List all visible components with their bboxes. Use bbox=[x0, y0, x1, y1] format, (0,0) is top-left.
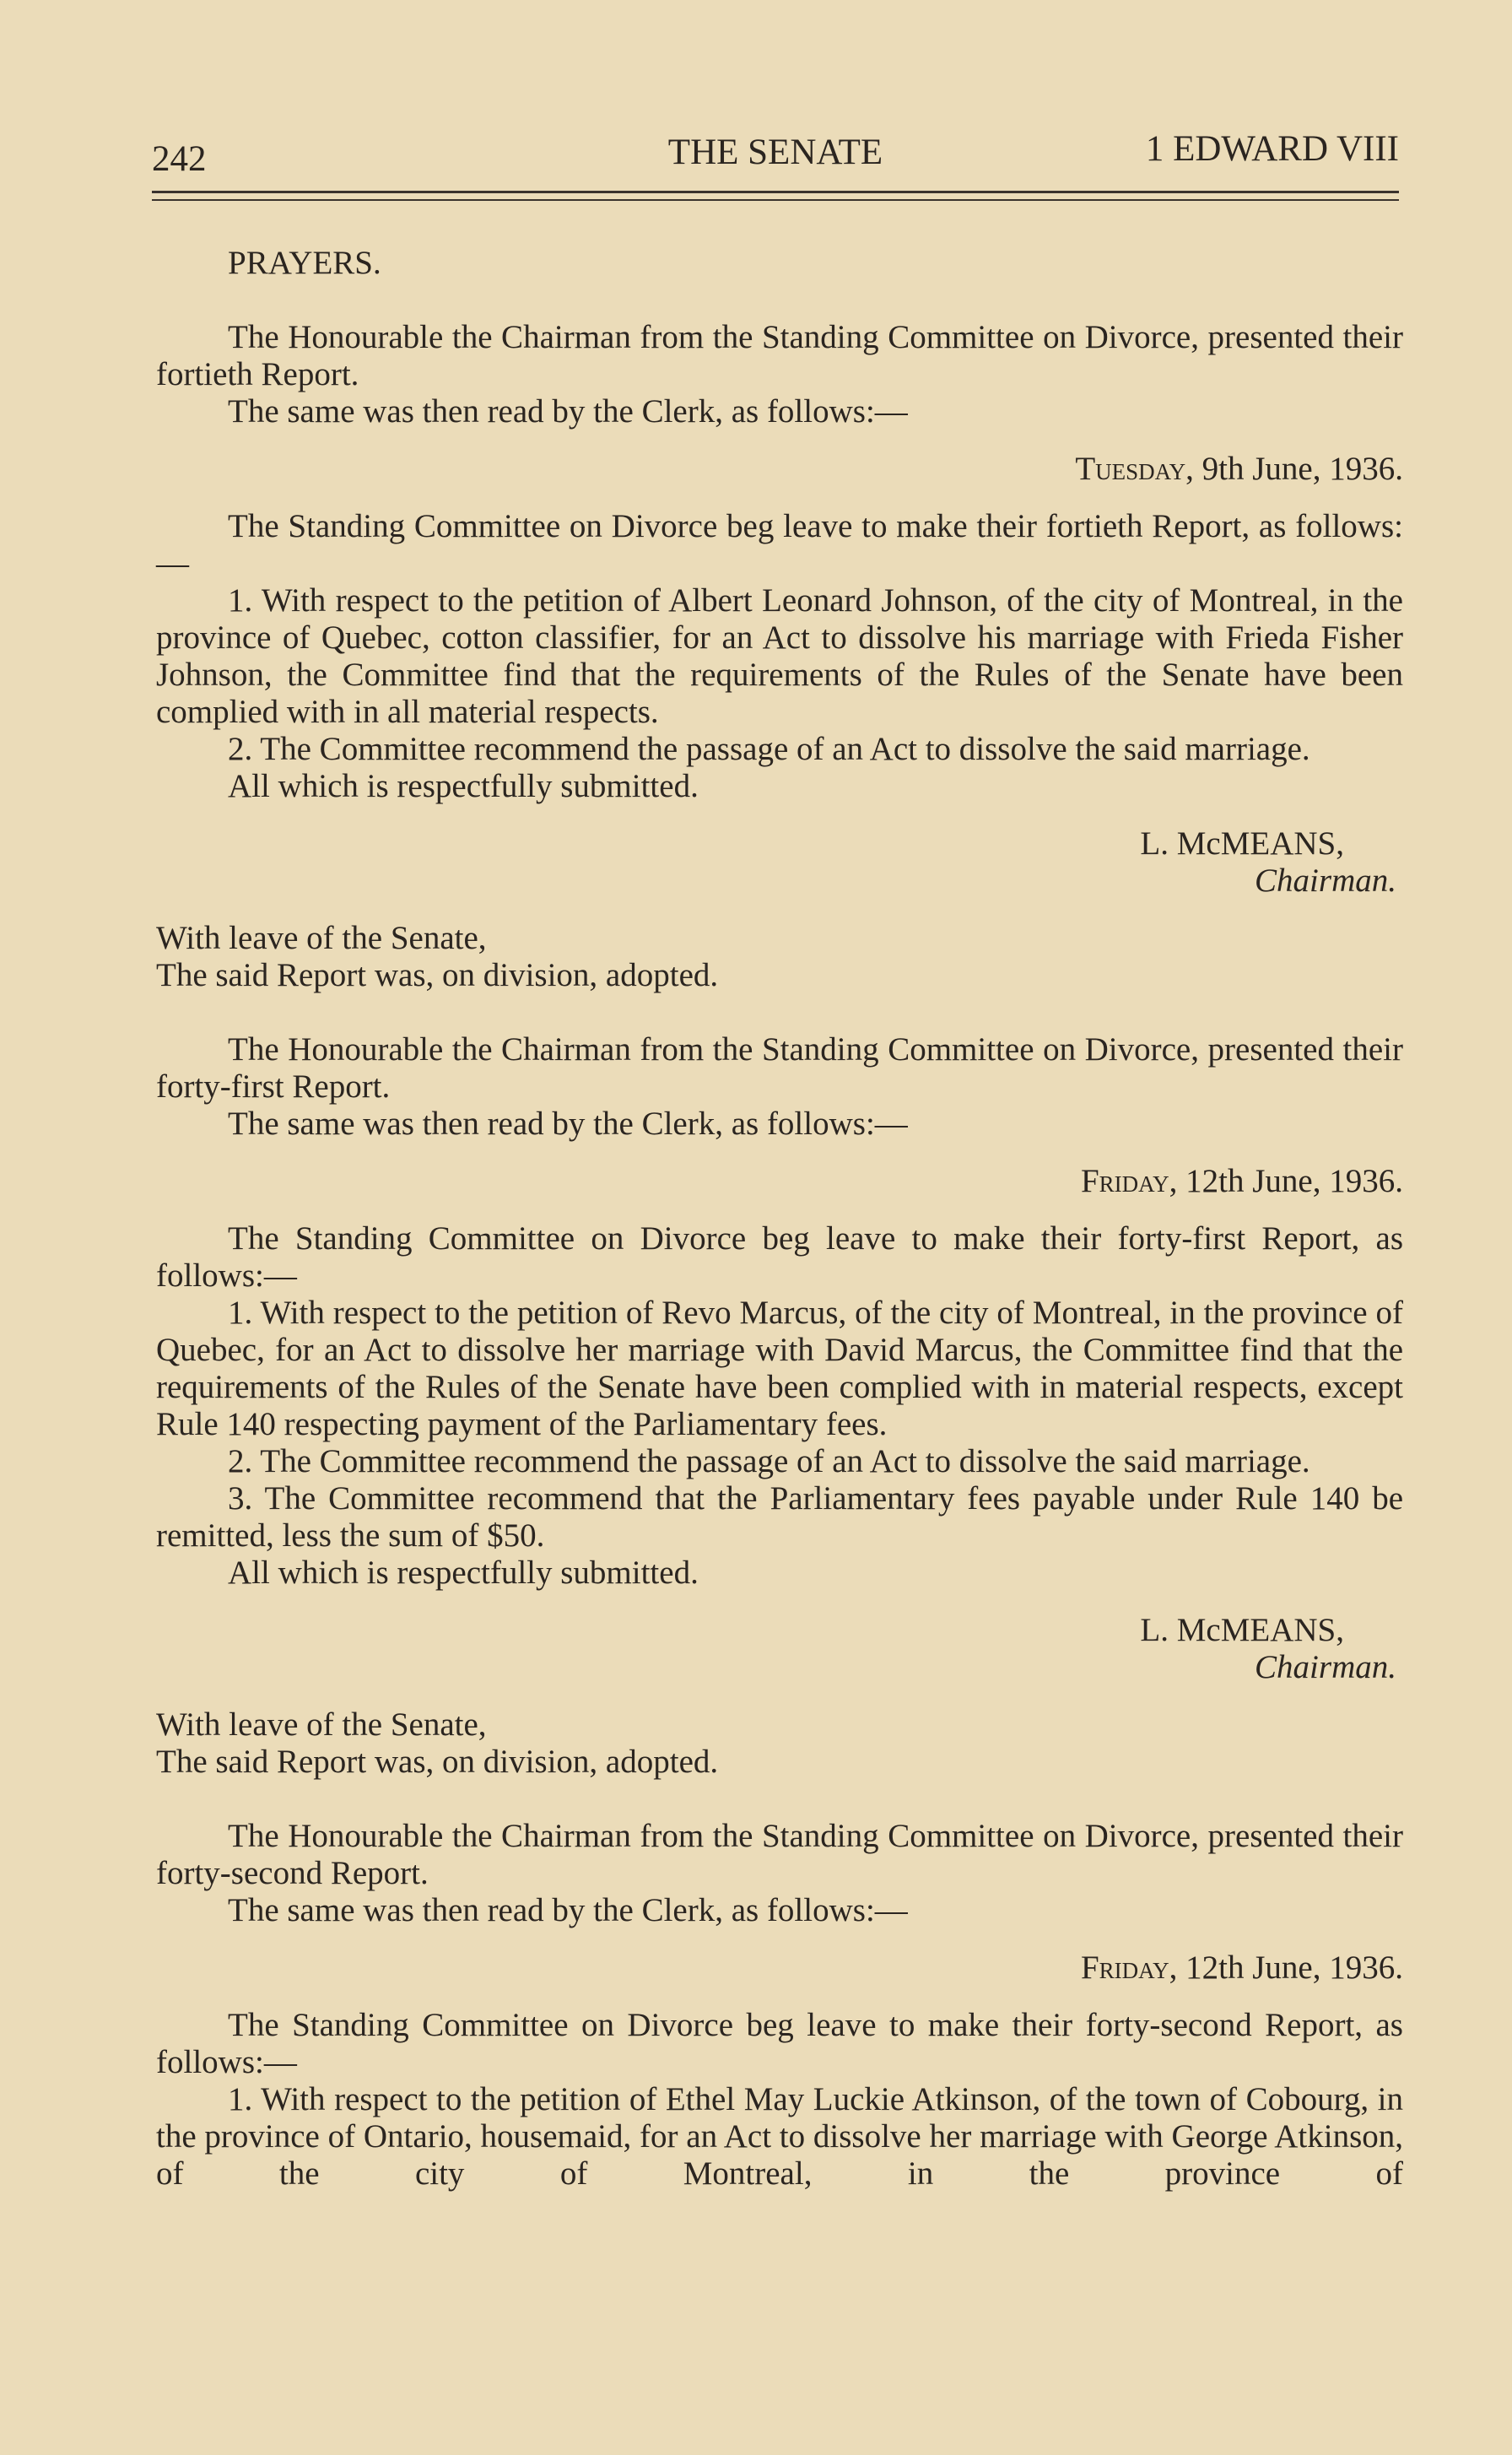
page-header bbox=[152, 127, 1399, 177]
report1-item1: 1. With respect to the petition of Albert Leonard Johnson, of the city of Montreal, in the province of Quebec, cotton classifier, for an Act to dissolve his marriage with Frieda Fisher Johnson, the Committee find that the requirements of the Rules of the Senate have been complied with in all material respects. bbox=[156, 582, 1403, 730]
report2-signature-title: Chairman. bbox=[1255, 1649, 1396, 1685]
report2-item1: 1. With respect to the petition of Revo Marcus, of the city of Montreal, in the province of Quebec, for an Act to dissolve her marriage with David Marcus, the Committee find that the requirements of the Rules of the Senate have been complied with in material respects, except Rule 140 respecting payment of the Parliamentary fees. bbox=[156, 1295, 1403, 1442]
report2-signature-name: L. McMEANS, bbox=[1140, 1612, 1344, 1648]
report2-item2: 2. The Committee recommend the passage of an Act to dissolve the said marriage. bbox=[228, 1443, 1310, 1479]
page-body bbox=[156, 228, 1403, 2193]
report1-leave: With leave of the Senate, bbox=[156, 920, 487, 956]
report1-read: The same was then read by the Clerk, as follows:— bbox=[228, 393, 908, 430]
report2-date bbox=[156, 1163, 1403, 1200]
report1-item2: 2. The Committee recommend the passage of an Act to dissolve the said marriage. bbox=[228, 731, 1310, 767]
report1-submitted: All which is respectfully submitted. bbox=[228, 768, 699, 804]
report3-opening: The Standing Committee on Divorce beg leave to make their forty-second Report, as follows:— bbox=[156, 2007, 1403, 2080]
report1-day: Tuesday bbox=[1075, 451, 1186, 487]
prayers-heading: PRAYERS. bbox=[228, 245, 381, 281]
report1-date-rest: , 9th June, 1936. bbox=[1185, 451, 1403, 487]
report2-read: The same was then read by the Clerk, as follows:— bbox=[228, 1106, 908, 1142]
page-number: 242 bbox=[152, 139, 207, 179]
report1-signature-name: L. McMEANS, bbox=[1140, 825, 1344, 862]
header-rule-thin bbox=[152, 199, 1399, 201]
report3-date bbox=[156, 1949, 1403, 1987]
header-rule-thick bbox=[152, 191, 1399, 193]
report2-leave: With leave of the Senate, bbox=[156, 1706, 487, 1743]
report2-adopted: The said Report was, on division, adopted. bbox=[156, 1744, 719, 1780]
report3-day: Friday bbox=[1080, 1949, 1169, 1986]
report2-day: Friday bbox=[1080, 1163, 1169, 1199]
report2-date-rest: , 12th June, 1936. bbox=[1169, 1163, 1403, 1199]
report2-item3: 3. The Committee recommend that the Parliamentary fees payable under Rule 140 be remitted, less the sum of $50. bbox=[156, 1480, 1403, 1554]
report2-intro: The Honourable the Chairman from the Standing Committee on Divorce, presented their forty-first Report. bbox=[156, 1031, 1403, 1105]
report1-signature-title: Chairman. bbox=[1255, 862, 1396, 899]
report2-opening: The Standing Committee on Divorce beg leave to make their forty-first Report, as follows:— bbox=[156, 1220, 1403, 1294]
report3-date-rest: , 12th June, 1936. bbox=[1169, 1949, 1403, 1986]
report3-intro: The Honourable the Chairman from the Standing Committee on Divorce, presented their forty-second Report. bbox=[156, 1818, 1403, 1891]
report1-adopted: The said Report was, on division, adopted. bbox=[156, 957, 719, 993]
running-title: THE SENATE bbox=[667, 132, 883, 172]
report1-date bbox=[156, 451, 1403, 488]
report3-read: The same was then read by the Clerk, as follows:— bbox=[228, 1892, 908, 1928]
regnal-year: 1 EDWARD VIII bbox=[1145, 129, 1399, 169]
report2-submitted: All which is respectfully submitted. bbox=[228, 1555, 699, 1591]
report3-item1: 1. With respect to the petition of Ethel May Luckie Atkinson, of the town of Cobourg, in the province of Ontario, housemaid, for an Act to dissolve her marriage with George Atkinson, of the city of Montreal, in the province of bbox=[156, 2081, 1403, 2192]
report1-opening: The Standing Committee on Divorce beg leave to make their fortieth Report, as follows:— bbox=[156, 508, 1403, 581]
report1-intro: The Honourable the Chairman from the Standing Committee on Divorce, presented their fortieth Report. bbox=[156, 319, 1403, 392]
